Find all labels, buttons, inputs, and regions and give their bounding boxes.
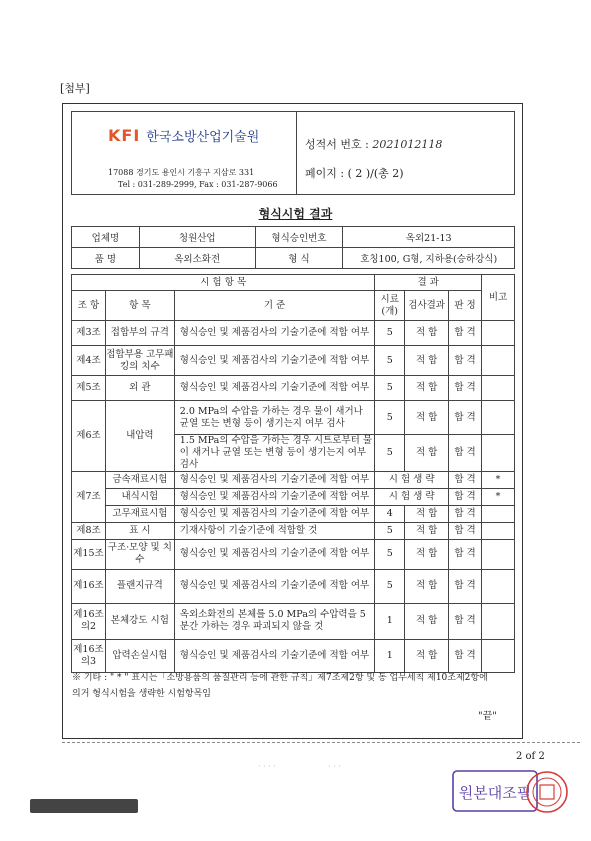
row-item: 표 시 [105,522,174,539]
table-row [72,488,515,505]
approval-no-value: 옥외21-13 [343,227,515,248]
row-remark [482,435,515,472]
row-item: 내식시험 [105,488,174,505]
cert-number [305,136,442,152]
row-article: 제15조 [72,539,106,569]
row-result: 적 합 [405,321,449,346]
row-result: 적 합 [405,569,449,603]
row-remark [482,401,515,435]
row-samples: 5 [375,376,405,401]
row-result: 적 합 [405,639,449,672]
header-samples: 시료 (개) [375,291,405,321]
row-result: 적 합 [405,539,449,569]
row-samples: 5 [375,522,405,539]
product-value: 옥외소화전 [139,248,255,269]
row-criteria: 옥외소화전의 본체를 5.0 MPa의 수압력을 5분간 가하는 경우 파괴되지 않을 것 [174,603,374,639]
table-row [72,639,515,672]
row-samples: 5 [375,569,405,603]
row-article: 제16조 의3 [72,639,106,672]
row-result: 적 합 [405,522,449,539]
row-result: 적 합 [405,346,449,376]
row-article: 제4조 [72,346,106,376]
row-criteria: 형식승인 및 제품검사의 기술기준에 적합 여부 [174,346,374,376]
row-remark [482,569,515,603]
company-label: 업체명 [72,227,140,248]
footnote-line-2: 의거 형식시험을 생략한 시험항목임 [72,689,211,699]
verification-stamp [451,768,573,814]
row-result: 적 합 [405,401,449,435]
row-verdict: 합 격 [449,435,482,472]
row-item: 압력손실시험 [105,639,174,672]
row-result: 적 합 [405,435,449,472]
row-remark: * [482,488,515,505]
row-samples: 시 험 생 략 [375,471,449,488]
row-criteria: 형식승인 및 제품검사의 기술기준에 적합 여부 [174,376,374,401]
cert-info-block [297,112,514,194]
row-verdict: 합 격 [449,346,482,376]
row-criteria: 형식승인 및 제품검사의 기술기준에 적합 여부 [174,488,374,505]
row-verdict: 합 격 [449,539,482,569]
table-row [72,346,515,376]
row-remark [482,505,515,522]
row-verdict: 합 격 [449,522,482,539]
document-title: 형식시험 결과 [258,207,333,221]
row-item: 외 관 [105,376,174,401]
redacted-mark [30,799,138,813]
row-result: 적 합 [405,376,449,401]
row-article: 제5조 [72,376,106,401]
row-item: 고무재료시험 [105,505,174,522]
row-item: 내압력 [105,401,174,472]
type-value: 호칭100, G형, 지하용(승하강식) [343,248,515,269]
row-remark [482,539,515,569]
document-header [71,111,515,195]
company-value: 청원산업 [139,227,255,248]
row-samples: 4 [375,505,405,522]
row-verdict: 합 격 [449,639,482,672]
row-samples: 5 [375,539,405,569]
row-criteria: 형식승인 및 제품검사의 기술기준에 적합 여부 [174,471,374,488]
row-verdict: 합 격 [449,603,482,639]
row-article: 제7조 [72,471,106,522]
page-divider [62,742,580,743]
cert-number-label: 성적서 번호 : [305,138,369,151]
header-test-result: 검사결과 [405,291,449,321]
header-verdict: 판 정 [449,291,482,321]
row-verdict: 합 격 [449,471,482,488]
row-samples: 5 [375,401,405,435]
header-remark: 비고 [482,275,515,321]
row-remark: * [482,471,515,488]
row-verdict: 합 격 [449,505,482,522]
page-number: 2 of 2 [516,751,545,762]
header-item: 항 목 [105,291,174,321]
table-row [72,603,515,639]
org-address: 17088 경기도 용인시 기흥구 지삼로 331 [108,168,255,177]
kfi-logo-text: KFI [108,126,141,145]
row-item: 접합부용 고무패킹의 치수 [105,346,174,376]
header-criteria: 기 준 [174,291,374,321]
type-label: 형 식 [255,248,343,269]
table-row [72,376,515,401]
row-criteria: 형식승인 및 제품검사의 기술기준에 적합 여부 [174,569,374,603]
product-label: 품 명 [72,248,140,269]
row-result: 적 합 [405,603,449,639]
row-criteria: 형식승인 및 제품검사의 기술기준에 적합 여부 [174,505,374,522]
row-samples: 시 험 생 략 [375,488,449,505]
kfi-logo [108,126,259,145]
footnote-line-1: ※ 기타 : " * " 표시는「소방용품의 품질관리 등에 관한 규칙」제7조제2항 및 동 업무세칙 제10조제2항에 [72,673,488,683]
row-remark [482,603,515,639]
row-remark [482,639,515,672]
row-samples: 5 [375,346,405,376]
approval-no-label: 형식승인번호 [255,227,343,248]
footnote [72,670,488,702]
row-article: 제3조 [72,321,106,346]
end-mark: "끝" [478,711,497,722]
row-item: 구조·모양 및 치수 [105,539,174,569]
table-row [72,539,515,569]
table-row [72,505,515,522]
table-row [72,522,515,539]
row-remark [482,376,515,401]
row-remark [482,321,515,346]
table-row [72,401,515,435]
row-criteria: 2.0 MPa의 수압을 가하는 경우 물이 새거나 균열 또는 변형 등이 생기는지 여부 검사 [174,401,374,435]
row-criteria: 1.5 MPa의 수압을 가하는 경우 시트로부터 물이 새거나 균열 또는 변형 등이 생기는지 여부 검사 [174,435,374,472]
row-item: 금속재료시험 [105,471,174,488]
header-results: 결 과 [375,275,482,291]
org-tel-fax: Tel : 031-289-2999, Fax : 031-287-9066 [118,180,278,189]
table-row [72,321,515,346]
table-row [72,569,515,603]
product-info-table [71,226,515,269]
row-verdict: 합 격 [449,488,482,505]
row-article: 제16조 의2 [72,603,106,639]
row-article: 제16조 [72,569,106,603]
issuer-block [72,112,297,194]
faint-mark: · · · [328,762,341,771]
row-item: 접합부의 규격 [105,321,174,346]
stamp-text: 원본대조필 [458,784,532,802]
row-result: 적 합 [405,505,449,522]
row-verdict: 합 격 [449,569,482,603]
row-verdict: 합 격 [449,321,482,346]
row-article: 제8조 [72,522,106,539]
row-criteria: 형식승인 및 제품검사의 기술기준에 적합 여부 [174,321,374,346]
row-item: 플랜지규격 [105,569,174,603]
row-remark [482,346,515,376]
cert-number-value: 2021012118 [372,138,443,151]
row-remark [482,522,515,539]
row-item: 본체강도 시험 [105,603,174,639]
attachment-label: [첨부] [60,82,90,95]
row-criteria: 형식승인 및 제품검사의 기술기준에 적합 여부 [174,539,374,569]
header-article: 조 항 [72,291,106,321]
row-criteria: 기재사항이 기술기준에 적합할 것 [174,522,374,539]
org-name: 한국소방산업기술원 [146,130,260,145]
row-criteria: 형식승인 및 제품검사의 기술기준에 적합 여부 [174,639,374,672]
test-results-table [71,274,515,673]
row-article: 제6조 [72,401,106,472]
faint-mark: · · · · [258,762,276,771]
row-verdict: 합 격 [449,401,482,435]
row-samples: 1 [375,603,405,639]
row-samples: 1 [375,639,405,672]
header-test-items: 시 험 항 목 [72,275,375,291]
page-count: 페이지 : ( 2 )/(총 2) [305,167,404,180]
row-verdict: 합 격 [449,376,482,401]
table-row [72,471,515,488]
row-samples: 5 [375,435,405,472]
row-samples: 5 [375,321,405,346]
